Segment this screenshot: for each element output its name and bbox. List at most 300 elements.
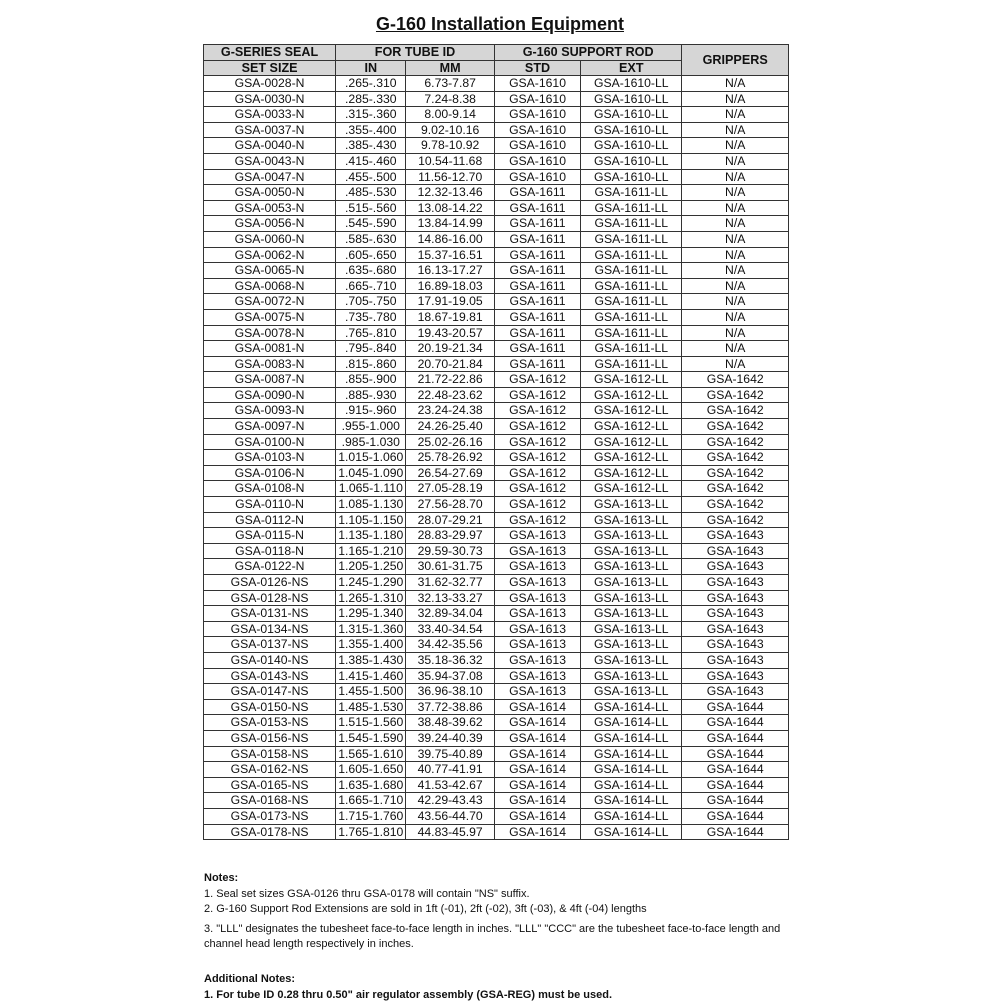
std-rod-cell: GSA-1613 [494, 559, 580, 575]
tube-id-in-cell: 1.205-1.250 [336, 559, 406, 575]
table-row [204, 185, 789, 201]
tube-id-in-cell: 1.665-1.710 [336, 793, 406, 809]
ext-rod-cell: GSA-1610-LL [581, 153, 682, 169]
std-rod-cell: GSA-1614 [494, 808, 580, 824]
table-row [204, 808, 789, 824]
seal-set-cell: GSA-0028-N [204, 76, 336, 92]
tube-id-in-cell: .355-.400 [336, 122, 406, 138]
seal-set-cell: GSA-0075-N [204, 309, 336, 325]
ext-rod-cell: GSA-1612-LL [581, 434, 682, 450]
table-row [204, 637, 789, 653]
seal-set-cell: GSA-0112-N [204, 512, 336, 528]
ext-rod-cell: GSA-1612-LL [581, 450, 682, 466]
tube-id-mm-cell: 7.24-8.38 [406, 91, 494, 107]
table-row [204, 528, 789, 544]
tube-id-in-cell: .605-.650 [336, 247, 406, 263]
table-row [204, 450, 789, 466]
seal-set-cell: GSA-0033-N [204, 107, 336, 123]
table-row [204, 559, 789, 575]
tube-id-in-cell: .985-1.030 [336, 434, 406, 450]
header-mm: MM [406, 61, 494, 76]
grippers-cell: GSA-1644 [682, 824, 789, 840]
tube-id-in-cell: .665-.710 [336, 278, 406, 294]
tube-id-in-cell: 1.295-1.340 [336, 606, 406, 622]
grippers-cell: N/A [682, 169, 789, 185]
seal-set-cell: GSA-0081-N [204, 341, 336, 357]
seal-set-cell: GSA-0037-N [204, 122, 336, 138]
equipment-table [203, 44, 789, 840]
ext-rod-cell: GSA-1614-LL [581, 824, 682, 840]
tube-id-mm-cell: 18.67-19.81 [406, 309, 494, 325]
ext-rod-cell: GSA-1610-LL [581, 107, 682, 123]
seal-set-cell: GSA-0068-N [204, 278, 336, 294]
table-row [204, 668, 789, 684]
table-row [204, 512, 789, 528]
grippers-cell: GSA-1643 [682, 637, 789, 653]
std-rod-cell: GSA-1611 [494, 263, 580, 279]
grippers-cell: GSA-1644 [682, 730, 789, 746]
table-body [204, 76, 789, 840]
ext-rod-cell: GSA-1611-LL [581, 231, 682, 247]
tube-id-in-cell: .315-.360 [336, 107, 406, 123]
seal-set-cell: GSA-0131-NS [204, 606, 336, 622]
tube-id-mm-cell: 33.40-34.54 [406, 621, 494, 637]
seal-set-cell: GSA-0126-NS [204, 575, 336, 591]
tube-id-mm-cell: 22.48-23.62 [406, 387, 494, 403]
ext-rod-cell: GSA-1613-LL [581, 590, 682, 606]
seal-set-cell: GSA-0100-N [204, 434, 336, 450]
ext-rod-cell: GSA-1613-LL [581, 606, 682, 622]
table-row [204, 419, 789, 435]
ext-rod-cell: GSA-1611-LL [581, 263, 682, 279]
grippers-cell: GSA-1643 [682, 528, 789, 544]
tube-id-in-cell: 1.485-1.530 [336, 699, 406, 715]
seal-set-cell: GSA-0158-NS [204, 746, 336, 762]
tube-id-in-cell: .815-.860 [336, 356, 406, 372]
tube-id-in-cell: .585-.630 [336, 231, 406, 247]
tube-id-in-cell: .735-.780 [336, 309, 406, 325]
table-row [204, 247, 789, 263]
tube-id-mm-cell: 11.56-12.70 [406, 169, 494, 185]
ext-rod-cell: GSA-1610-LL [581, 169, 682, 185]
tube-id-in-cell: .385-.430 [336, 138, 406, 154]
seal-set-cell: GSA-0050-N [204, 185, 336, 201]
tube-id-mm-cell: 39.24-40.39 [406, 730, 494, 746]
grippers-cell: N/A [682, 200, 789, 216]
tube-id-mm-cell: 9.78-10.92 [406, 138, 494, 154]
ext-rod-cell: GSA-1613-LL [581, 528, 682, 544]
std-rod-cell: GSA-1611 [494, 309, 580, 325]
tube-id-in-cell: 1.015-1.060 [336, 450, 406, 466]
seal-set-cell: GSA-0103-N [204, 450, 336, 466]
tube-id-in-cell: .515-.560 [336, 200, 406, 216]
ext-rod-cell: GSA-1612-LL [581, 465, 682, 481]
seal-set-cell: GSA-0030-N [204, 91, 336, 107]
ext-rod-cell: GSA-1612-LL [581, 419, 682, 435]
tube-id-mm-cell: 27.05-28.19 [406, 481, 494, 497]
ext-rod-cell: GSA-1611-LL [581, 200, 682, 216]
ext-rod-cell: GSA-1614-LL [581, 793, 682, 809]
grippers-cell: GSA-1643 [682, 543, 789, 559]
table-row [204, 138, 789, 154]
tube-id-mm-cell: 32.13-33.27 [406, 590, 494, 606]
tube-id-mm-cell: 25.02-26.16 [406, 434, 494, 450]
ext-rod-cell: GSA-1611-LL [581, 325, 682, 341]
header-ext: EXT [581, 61, 682, 76]
tube-id-in-cell: 1.515-1.560 [336, 715, 406, 731]
ext-rod-cell: GSA-1614-LL [581, 777, 682, 793]
tube-id-in-cell: .915-.960 [336, 403, 406, 419]
tube-id-in-cell: 1.635-1.680 [336, 777, 406, 793]
table-row [204, 309, 789, 325]
page-title: G-160 Installation Equipment [0, 14, 1000, 35]
std-rod-cell: GSA-1610 [494, 122, 580, 138]
ext-rod-cell: GSA-1611-LL [581, 309, 682, 325]
table-row [204, 543, 789, 559]
header-seal-set-bottom: SET SIZE [204, 61, 336, 76]
grippers-cell: GSA-1644 [682, 777, 789, 793]
table-row [204, 216, 789, 232]
tube-id-mm-cell: 29.59-30.73 [406, 543, 494, 559]
tube-id-mm-cell: 14.86-16.00 [406, 231, 494, 247]
std-rod-cell: GSA-1613 [494, 684, 580, 700]
table-row [204, 497, 789, 513]
seal-set-cell: GSA-0122-N [204, 559, 336, 575]
tube-id-mm-cell: 26.54-27.69 [406, 465, 494, 481]
table-row [204, 122, 789, 138]
ext-rod-cell: GSA-1614-LL [581, 715, 682, 731]
table-row [204, 263, 789, 279]
grippers-cell: GSA-1642 [682, 419, 789, 435]
table-header [204, 45, 789, 76]
tube-id-in-cell: .545-.590 [336, 216, 406, 232]
ext-rod-cell: GSA-1611-LL [581, 341, 682, 357]
grippers-cell: N/A [682, 185, 789, 201]
tube-id-in-cell: .415-.460 [336, 153, 406, 169]
seal-set-cell: GSA-0087-N [204, 372, 336, 388]
tube-id-mm-cell: 36.96-38.10 [406, 684, 494, 700]
ext-rod-cell: GSA-1613-LL [581, 543, 682, 559]
grippers-cell: GSA-1642 [682, 497, 789, 513]
ext-rod-cell: GSA-1612-LL [581, 481, 682, 497]
tube-id-mm-cell: 28.83-29.97 [406, 528, 494, 544]
grippers-cell: N/A [682, 107, 789, 123]
tube-id-mm-cell: 24.26-25.40 [406, 419, 494, 435]
tube-id-mm-cell: 41.53-42.67 [406, 777, 494, 793]
seal-set-cell: GSA-0156-NS [204, 730, 336, 746]
grippers-cell: N/A [682, 122, 789, 138]
ext-rod-cell: GSA-1613-LL [581, 621, 682, 637]
ext-rod-cell: GSA-1614-LL [581, 762, 682, 778]
additional-note-item: 1. For tube ID 0.28 thru 0.50" air regulator assembly (GSA-REG) must be used. [204, 988, 794, 1003]
grippers-cell: GSA-1644 [682, 699, 789, 715]
additional-notes-section [204, 972, 794, 1003]
ext-rod-cell: GSA-1612-LL [581, 387, 682, 403]
grippers-cell: N/A [682, 325, 789, 341]
table-row [204, 762, 789, 778]
tube-id-mm-cell: 30.61-31.75 [406, 559, 494, 575]
table-row [204, 575, 789, 591]
tube-id-in-cell: .705-.750 [336, 294, 406, 310]
std-rod-cell: GSA-1610 [494, 169, 580, 185]
table-row [204, 325, 789, 341]
grippers-cell: N/A [682, 356, 789, 372]
table-row [204, 777, 789, 793]
seal-set-cell: GSA-0147-NS [204, 684, 336, 700]
ext-rod-cell: GSA-1613-LL [581, 512, 682, 528]
header-in: IN [336, 61, 406, 76]
std-rod-cell: GSA-1611 [494, 231, 580, 247]
std-rod-cell: GSA-1613 [494, 621, 580, 637]
header-tube-id: FOR TUBE ID [336, 45, 495, 61]
seal-set-cell: GSA-0137-NS [204, 637, 336, 653]
std-rod-cell: GSA-1612 [494, 497, 580, 513]
grippers-cell: GSA-1643 [682, 559, 789, 575]
table-row [204, 356, 789, 372]
ext-rod-cell: GSA-1613-LL [581, 559, 682, 575]
grippers-cell: N/A [682, 341, 789, 357]
std-rod-cell: GSA-1611 [494, 356, 580, 372]
grippers-cell: GSA-1642 [682, 387, 789, 403]
tube-id-mm-cell: 6.73-7.87 [406, 76, 494, 92]
grippers-cell: N/A [682, 138, 789, 154]
tube-id-mm-cell: 35.94-37.08 [406, 668, 494, 684]
seal-set-cell: GSA-0153-NS [204, 715, 336, 731]
grippers-cell: N/A [682, 216, 789, 232]
grippers-cell: GSA-1644 [682, 793, 789, 809]
tube-id-in-cell: 1.165-1.210 [336, 543, 406, 559]
table-row [204, 231, 789, 247]
table-row [204, 465, 789, 481]
ext-rod-cell: GSA-1611-LL [581, 247, 682, 263]
tube-id-mm-cell: 28.07-29.21 [406, 512, 494, 528]
tube-id-in-cell: .795-.840 [336, 341, 406, 357]
tube-id-mm-cell: 12.32-13.46 [406, 185, 494, 201]
std-rod-cell: GSA-1614 [494, 715, 580, 731]
tube-id-in-cell: .955-1.000 [336, 419, 406, 435]
std-rod-cell: GSA-1610 [494, 76, 580, 92]
seal-set-cell: GSA-0118-N [204, 543, 336, 559]
ext-rod-cell: GSA-1614-LL [581, 808, 682, 824]
grippers-cell: N/A [682, 247, 789, 263]
table-row [204, 684, 789, 700]
seal-set-cell: GSA-0108-N [204, 481, 336, 497]
grippers-cell: GSA-1642 [682, 403, 789, 419]
table-row [204, 652, 789, 668]
seal-set-cell: GSA-0053-N [204, 200, 336, 216]
ext-rod-cell: GSA-1612-LL [581, 403, 682, 419]
tube-id-mm-cell: 10.54-11.68 [406, 153, 494, 169]
tube-id-mm-cell: 35.18-36.32 [406, 652, 494, 668]
tube-id-in-cell: 1.045-1.090 [336, 465, 406, 481]
tube-id-in-cell: 1.415-1.460 [336, 668, 406, 684]
grippers-cell: N/A [682, 309, 789, 325]
tube-id-mm-cell: 43.56-44.70 [406, 808, 494, 824]
seal-set-cell: GSA-0072-N [204, 294, 336, 310]
notes-section [204, 871, 794, 952]
grippers-cell: GSA-1643 [682, 684, 789, 700]
tube-id-mm-cell: 21.72-22.86 [406, 372, 494, 388]
ext-rod-cell: GSA-1613-LL [581, 684, 682, 700]
seal-set-cell: GSA-0140-NS [204, 652, 336, 668]
ext-rod-cell: GSA-1610-LL [581, 91, 682, 107]
seal-set-cell: GSA-0093-N [204, 403, 336, 419]
seal-set-cell: GSA-0065-N [204, 263, 336, 279]
std-rod-cell: GSA-1612 [494, 372, 580, 388]
std-rod-cell: GSA-1613 [494, 606, 580, 622]
tube-id-mm-cell: 13.84-14.99 [406, 216, 494, 232]
std-rod-cell: GSA-1614 [494, 699, 580, 715]
table-row [204, 621, 789, 637]
std-rod-cell: GSA-1614 [494, 762, 580, 778]
grippers-cell: GSA-1644 [682, 808, 789, 824]
table-row [204, 746, 789, 762]
table-row [204, 278, 789, 294]
grippers-cell: GSA-1642 [682, 465, 789, 481]
std-rod-cell: GSA-1611 [494, 325, 580, 341]
tube-id-mm-cell: 44.83-45.97 [406, 824, 494, 840]
std-rod-cell: GSA-1611 [494, 341, 580, 357]
tube-id-in-cell: 1.085-1.130 [336, 497, 406, 513]
grippers-cell: N/A [682, 263, 789, 279]
tube-id-in-cell: 1.315-1.360 [336, 621, 406, 637]
table-row [204, 824, 789, 840]
ext-rod-cell: GSA-1613-LL [581, 575, 682, 591]
grippers-cell: GSA-1642 [682, 512, 789, 528]
std-rod-cell: GSA-1614 [494, 793, 580, 809]
std-rod-cell: GSA-1611 [494, 278, 580, 294]
std-rod-cell: GSA-1613 [494, 528, 580, 544]
ext-rod-cell: GSA-1611-LL [581, 216, 682, 232]
seal-set-cell: GSA-0056-N [204, 216, 336, 232]
tube-id-mm-cell: 17.91-19.05 [406, 294, 494, 310]
tube-id-mm-cell: 34.42-35.56 [406, 637, 494, 653]
tube-id-in-cell: .455-.500 [336, 169, 406, 185]
tube-id-in-cell: 1.105-1.150 [336, 512, 406, 528]
grippers-cell: GSA-1642 [682, 450, 789, 466]
ext-rod-cell: GSA-1612-LL [581, 372, 682, 388]
table-row [204, 153, 789, 169]
seal-set-cell: GSA-0143-NS [204, 668, 336, 684]
std-rod-cell: GSA-1613 [494, 543, 580, 559]
table-row [204, 590, 789, 606]
grippers-cell: N/A [682, 294, 789, 310]
seal-set-cell: GSA-0128-NS [204, 590, 336, 606]
note-item: 1. Seal set sizes GSA-0126 thru GSA-0178 will contain "NS" suffix. [204, 887, 794, 903]
note-item: 3. "LLL" designates the tubesheet face-to-face length in inches. "LLL" "CCC" are the tubesheet face-to-face length and channel head length respectively in inches. [204, 922, 794, 952]
ext-rod-cell: GSA-1610-LL [581, 76, 682, 92]
tube-id-in-cell: .765-.810 [336, 325, 406, 341]
std-rod-cell: GSA-1611 [494, 185, 580, 201]
tube-id-in-cell: .635-.680 [336, 263, 406, 279]
tube-id-mm-cell: 31.62-32.77 [406, 575, 494, 591]
grippers-cell: N/A [682, 231, 789, 247]
seal-set-cell: GSA-0047-N [204, 169, 336, 185]
tube-id-mm-cell: 39.75-40.89 [406, 746, 494, 762]
tube-id-in-cell: 1.455-1.500 [336, 684, 406, 700]
tube-id-mm-cell: 9.02-10.16 [406, 122, 494, 138]
grippers-cell: N/A [682, 76, 789, 92]
std-rod-cell: GSA-1611 [494, 216, 580, 232]
std-rod-cell: GSA-1613 [494, 668, 580, 684]
grippers-cell: N/A [682, 153, 789, 169]
std-rod-cell: GSA-1612 [494, 465, 580, 481]
seal-set-cell: GSA-0106-N [204, 465, 336, 481]
table-row [204, 387, 789, 403]
tube-id-mm-cell: 16.13-17.27 [406, 263, 494, 279]
grippers-cell: GSA-1642 [682, 481, 789, 497]
tube-id-mm-cell: 32.89-34.04 [406, 606, 494, 622]
seal-set-cell: GSA-0060-N [204, 231, 336, 247]
grippers-cell: GSA-1644 [682, 715, 789, 731]
tube-id-in-cell: .265-.310 [336, 76, 406, 92]
ext-rod-cell: GSA-1613-LL [581, 668, 682, 684]
grippers-cell: GSA-1643 [682, 590, 789, 606]
grippers-cell: GSA-1642 [682, 372, 789, 388]
ext-rod-cell: GSA-1611-LL [581, 356, 682, 372]
table-row [204, 200, 789, 216]
tube-id-mm-cell: 20.70-21.84 [406, 356, 494, 372]
ext-rod-cell: GSA-1611-LL [581, 294, 682, 310]
ext-rod-cell: GSA-1613-LL [581, 497, 682, 513]
std-rod-cell: GSA-1612 [494, 450, 580, 466]
table-row [204, 107, 789, 123]
seal-set-cell: GSA-0040-N [204, 138, 336, 154]
std-rod-cell: GSA-1614 [494, 746, 580, 762]
tube-id-mm-cell: 27.56-28.70 [406, 497, 494, 513]
tube-id-mm-cell: 20.19-21.34 [406, 341, 494, 357]
seal-set-cell: GSA-0090-N [204, 387, 336, 403]
std-rod-cell: GSA-1612 [494, 512, 580, 528]
note-item: 2. G-160 Support Rod Extensions are sold in 1ft (-01), 2ft (-02), 3ft (-03), & 4ft (-04) lengths [204, 902, 794, 918]
grippers-cell: GSA-1643 [682, 652, 789, 668]
tube-id-mm-cell: 38.48-39.62 [406, 715, 494, 731]
tube-id-in-cell: .885-.930 [336, 387, 406, 403]
seal-set-cell: GSA-0173-NS [204, 808, 336, 824]
tube-id-in-cell: .855-.900 [336, 372, 406, 388]
grippers-cell: GSA-1644 [682, 746, 789, 762]
std-rod-cell: GSA-1614 [494, 777, 580, 793]
table-row [204, 169, 789, 185]
std-rod-cell: GSA-1611 [494, 200, 580, 216]
tube-id-in-cell: 1.355-1.400 [336, 637, 406, 653]
tube-id-mm-cell: 8.00-9.14 [406, 107, 494, 123]
tube-id-in-cell: 1.605-1.650 [336, 762, 406, 778]
grippers-cell: GSA-1643 [682, 668, 789, 684]
std-rod-cell: GSA-1612 [494, 481, 580, 497]
tube-id-in-cell: .485-.530 [336, 185, 406, 201]
seal-set-cell: GSA-0115-N [204, 528, 336, 544]
tube-id-mm-cell: 15.37-16.51 [406, 247, 494, 263]
std-rod-cell: GSA-1612 [494, 434, 580, 450]
ext-rod-cell: GSA-1614-LL [581, 699, 682, 715]
std-rod-cell: GSA-1610 [494, 138, 580, 154]
grippers-cell: N/A [682, 91, 789, 107]
grippers-cell: GSA-1644 [682, 762, 789, 778]
tube-id-mm-cell: 16.89-18.03 [406, 278, 494, 294]
tube-id-in-cell: .285-.330 [336, 91, 406, 107]
grippers-cell: N/A [682, 278, 789, 294]
tube-id-in-cell: 1.565-1.610 [336, 746, 406, 762]
tube-id-in-cell: 1.265-1.310 [336, 590, 406, 606]
std-rod-cell: GSA-1612 [494, 403, 580, 419]
seal-set-cell: GSA-0110-N [204, 497, 336, 513]
table-row [204, 294, 789, 310]
table-row [204, 434, 789, 450]
std-rod-cell: GSA-1614 [494, 730, 580, 746]
seal-set-cell: GSA-0083-N [204, 356, 336, 372]
grippers-cell: GSA-1643 [682, 606, 789, 622]
